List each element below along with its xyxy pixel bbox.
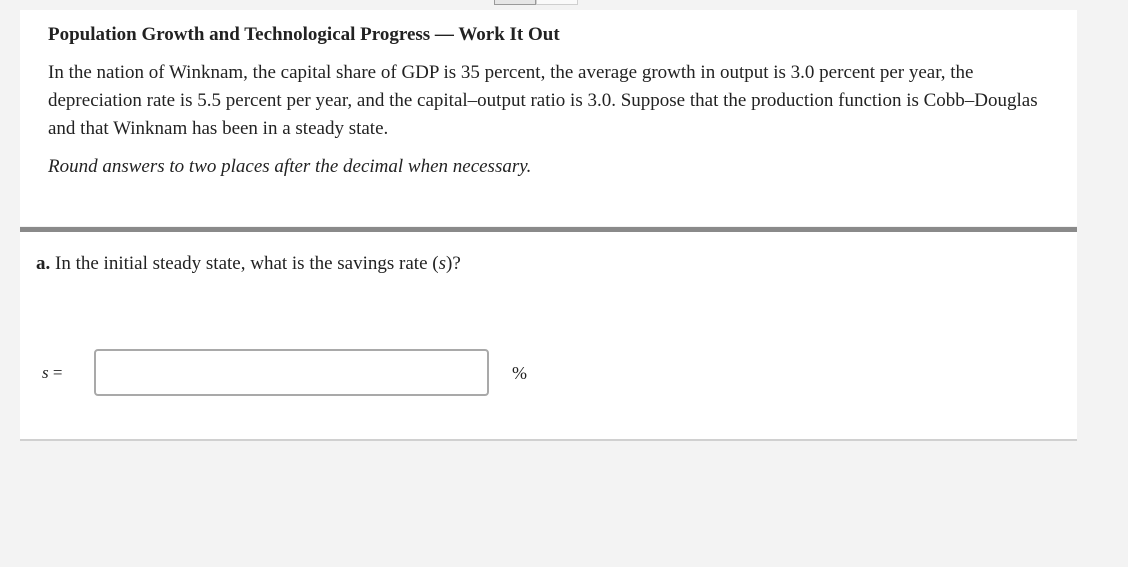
question-panel-a <box>20 232 1077 441</box>
savings-rate-input[interactable] <box>94 349 489 396</box>
top-tab-strip <box>494 0 578 5</box>
question-variable: s <box>438 253 446 274</box>
problem-description: In the nation of Winknam, the capital share of GDP is 35 percent, the average growth in output is 3.0 percent per year, the depreciation rate is 5.5 percent per year, and the capital–output ratio is 3.0. Suppose that the production function is Cobb–Douglas and that Winknam has been in a steady state. <box>48 62 1038 139</box>
answer-row-savings-rate <box>20 349 1077 397</box>
problem-title: Population Growth and Technological Progress — Work It Out <box>48 24 560 45</box>
question-text-after: )? <box>446 253 461 274</box>
answer-equals-sign: = <box>52 363 63 382</box>
problem-intro-panel <box>20 10 1077 226</box>
answer-variable: s <box>42 363 49 382</box>
question-text-before: In the initial steady state, what is the savings rate ( <box>55 253 439 274</box>
answer-variable-label <box>42 363 62 383</box>
question-a-text <box>36 250 1061 278</box>
tab-inactive[interactable] <box>536 0 578 5</box>
question-part-label: a. <box>36 253 51 274</box>
percent-unit-label: % <box>512 363 527 383</box>
rounding-instruction: Round answers to two places after the decimal when necessary. <box>48 156 532 177</box>
tab-active[interactable] <box>494 0 536 5</box>
